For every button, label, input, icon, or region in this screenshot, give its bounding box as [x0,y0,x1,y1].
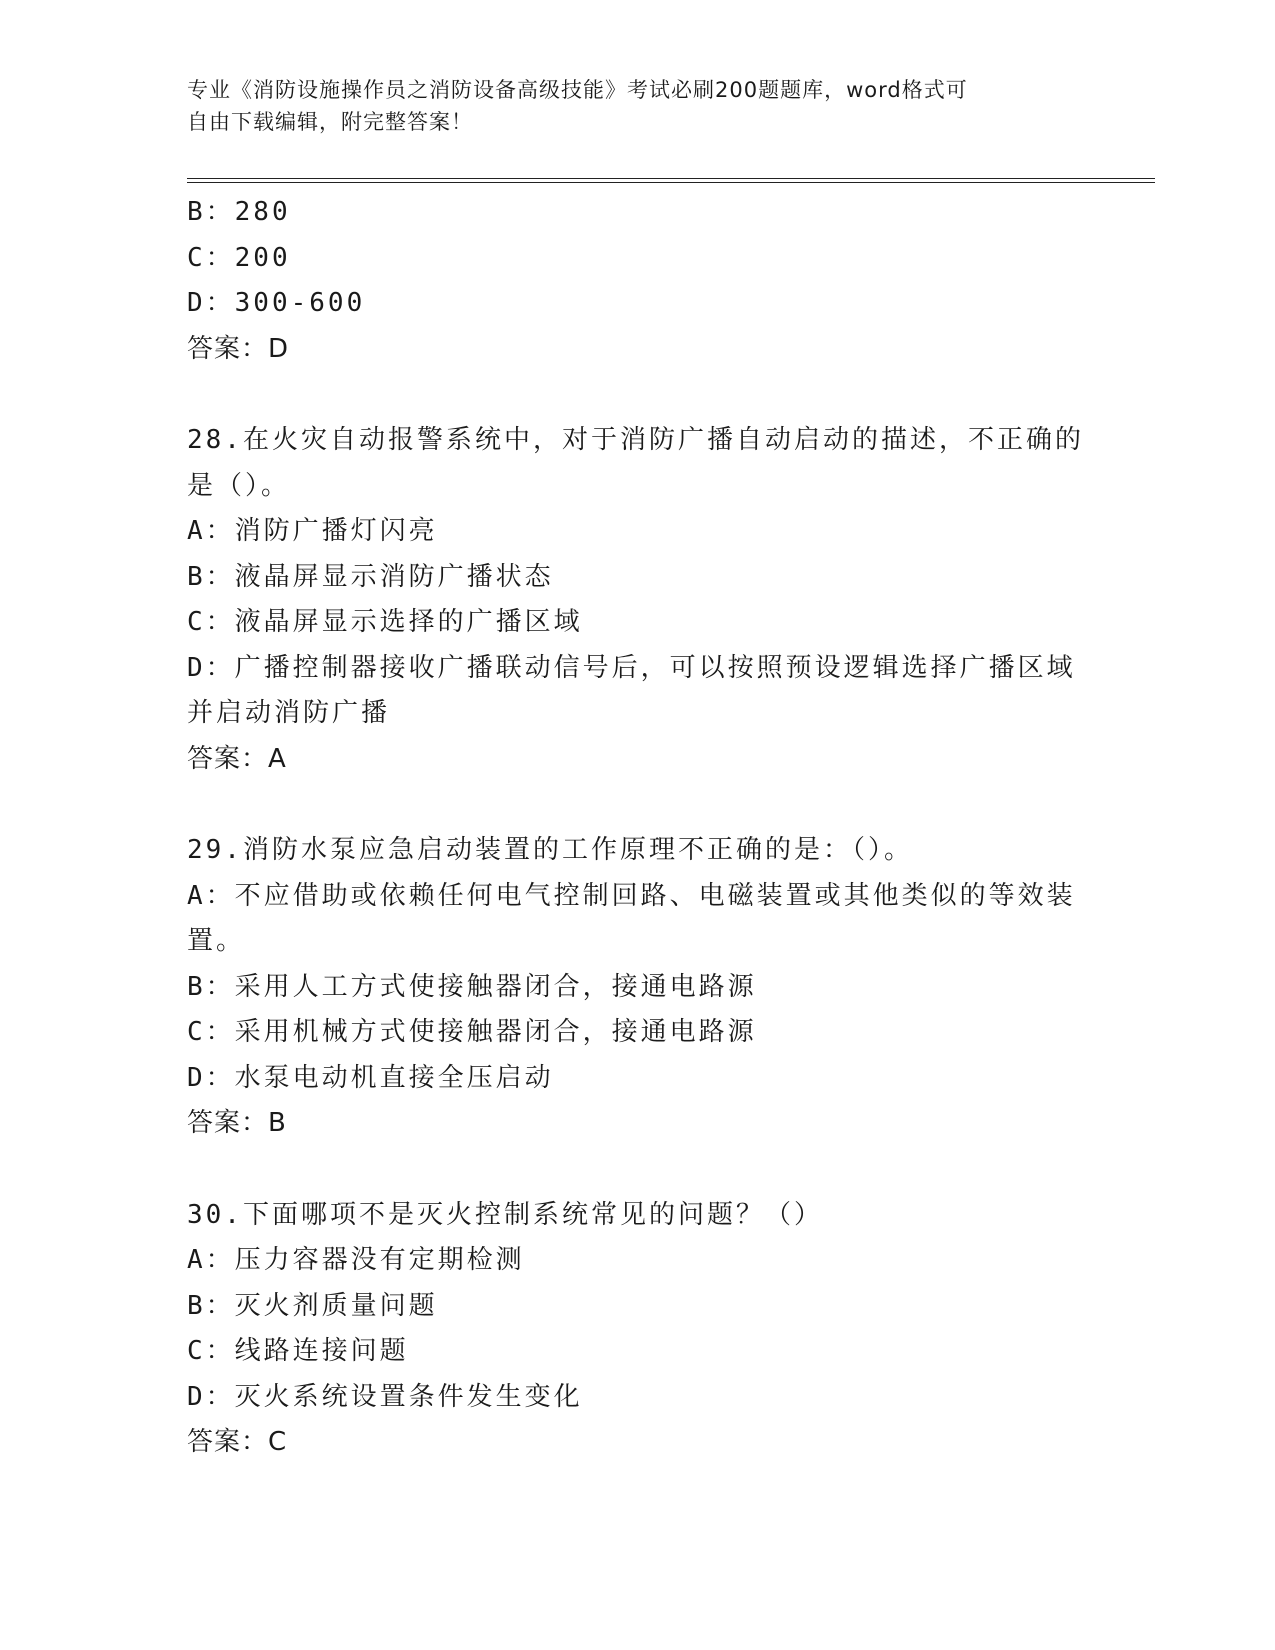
question-stem: 28.在火灾自动报警系统中，对于消防广播自动启动的描述，不正确的 [187,425,1084,455]
header-title-line-1: 专业《消防设施操作员之消防设备高级技能》考试必刷200题题库，word格式可 [187,78,968,102]
option-c: C：采用机械方式使接触器闭合，接通电路源 [187,1017,757,1047]
spacer [187,372,1087,418]
option-d: D：广播控制器接收广播联动信号后，可以按照预设逻辑选择广播区域 [187,652,1076,683]
option-c: C：液晶屏显示选择的广播区域 [187,607,583,637]
header-title-line-2: 自由下载编辑，附完整答案！ [187,110,473,134]
answer-line: 答案：A [187,743,287,774]
previous-question-tail [187,190,1087,372]
option-b: B：280 [187,197,291,227]
option-a: A：压力容器没有定期检测 [187,1245,525,1275]
question-list [187,190,1087,1466]
answer-line: 答案：D [187,333,290,364]
document-header [187,74,1067,138]
header-divider-top [187,178,1155,179]
answer-line: 答案：C [187,1427,288,1457]
spacer [187,1147,1087,1193]
question-stem: 30.下面哪项不是灭火控制系统常见的问题？（） [187,1199,823,1230]
option-d: D：灭火系统设置条件发生变化 [187,1381,583,1412]
option-b: B：灭火剂质量问题 [187,1290,438,1321]
option-b: B：采用人工方式使接触器闭合，接通电路源 [187,971,757,1002]
spacer [187,782,1087,828]
option-a: A：不应借助或依赖任何电气控制回路、电磁装置或其他类似的等效装 [187,880,1076,911]
option-c: C：线路连接问题 [187,1336,409,1366]
question-stem-continued: 是（）。 [187,470,291,501]
option-d: D：水泵电动机直接全压启动 [187,1062,554,1093]
question-28 [187,418,1087,782]
question-30 [187,1193,1087,1466]
option-b: B：液晶屏显示消防广播状态 [187,561,554,592]
option-a: A：消防广播灯闪亮 [187,516,438,546]
question-29 [187,828,1087,1147]
option-a-continued: 置。 [187,926,246,956]
option-d-continued: 并启动消防广播 [187,698,391,728]
answer-line: 答案：B [187,1108,287,1138]
question-stem: 29.消防水泵应急启动装置的工作原理不正确的是：（）。 [187,835,913,865]
option-d: D：300-600 [187,288,366,318]
header-divider-bottom [187,182,1155,183]
option-c: C：200 [187,242,291,273]
